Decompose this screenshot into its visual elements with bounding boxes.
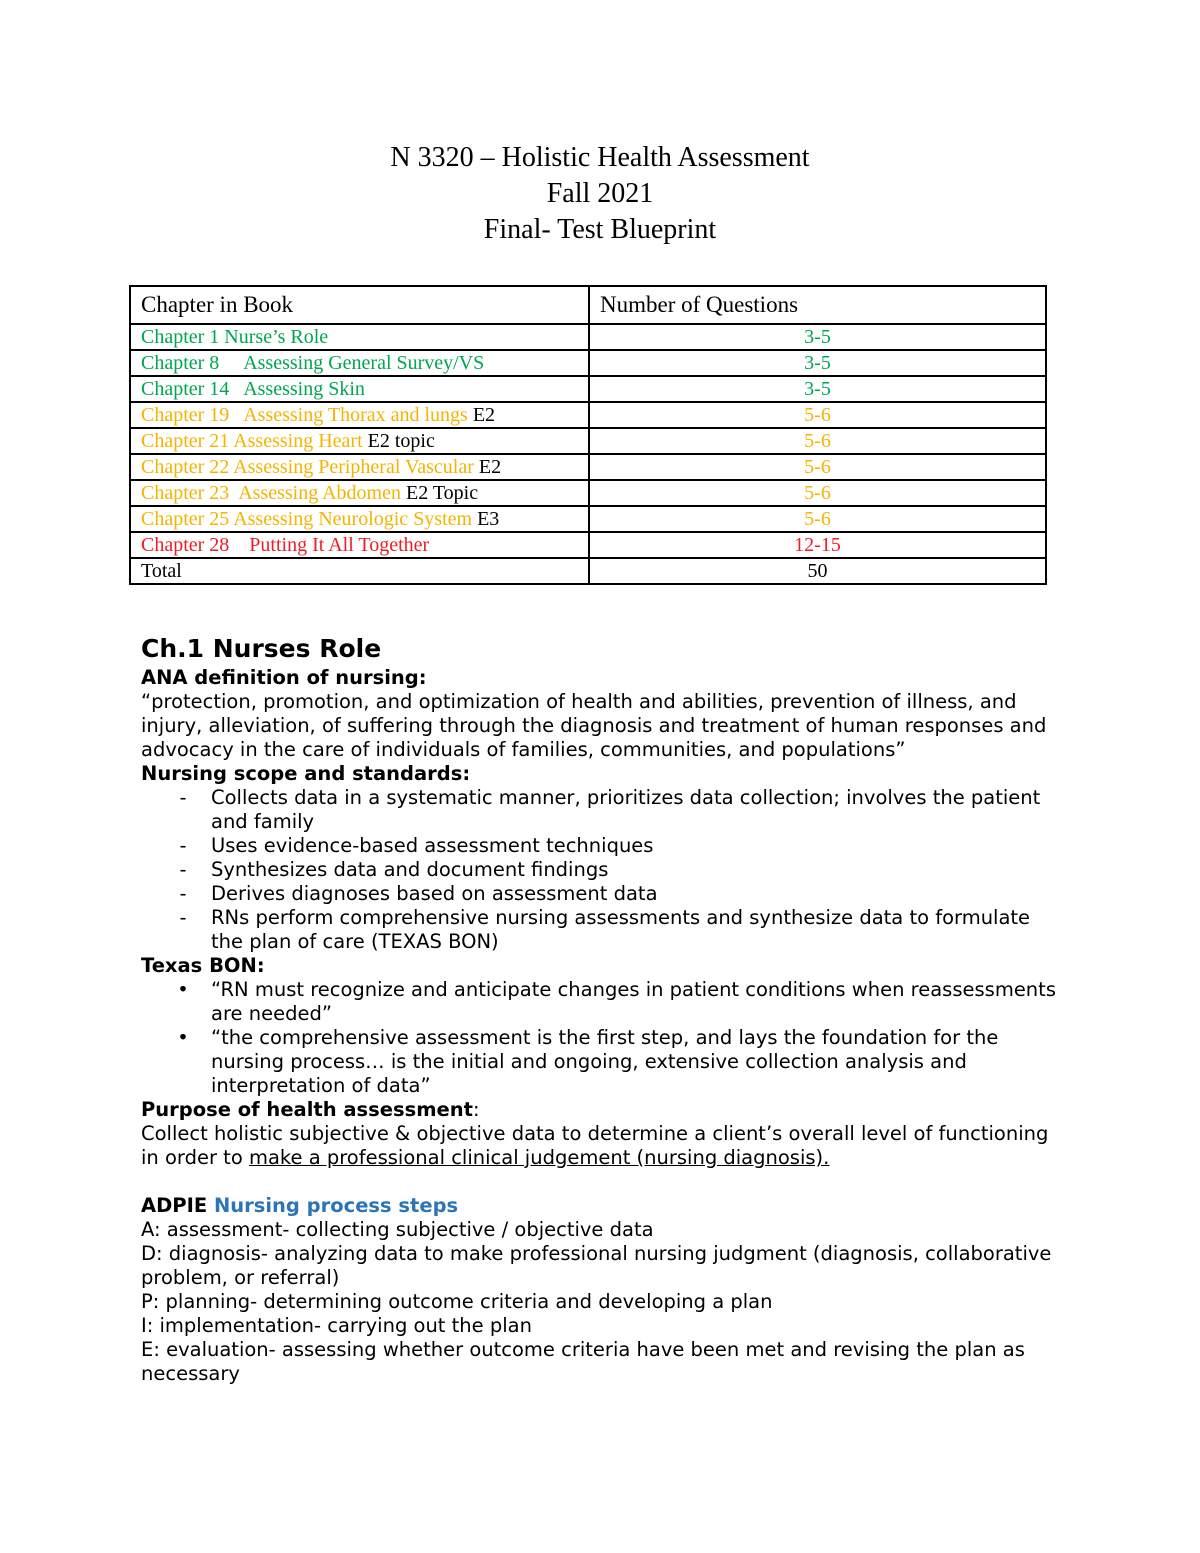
list-item-text: Synthesizes data and document findings bbox=[211, 858, 609, 881]
adpie-step: D: diagnosis- analyzing data to make professional nursing judgment (diagnosis, collaborative problem, or referral) bbox=[141, 1242, 1052, 1289]
term: Fall 2021 bbox=[546, 178, 654, 209]
scope-standards-list bbox=[141, 786, 1061, 954]
exam-tag: E3 bbox=[472, 508, 500, 530]
chapter-column-header: Chapter in Book bbox=[130, 286, 589, 324]
question-count: 3-5 bbox=[589, 324, 1046, 350]
list-item bbox=[141, 882, 1061, 906]
bullet-marker: • bbox=[177, 978, 189, 1001]
purpose-body: Collect holistic subjective & objective data to determine a client’s overall level of functioning in order to bbox=[141, 1122, 1049, 1169]
ana-definition-label: ANA definition of nursing: bbox=[141, 666, 427, 689]
texas-bon-label: Texas BON: bbox=[141, 954, 265, 977]
purpose-underlined: make a professional clinical judgement (nursing diagnosis). bbox=[248, 1146, 830, 1169]
table-row bbox=[130, 506, 1046, 532]
bullet-marker: • bbox=[177, 1026, 189, 1049]
question-count: 5-6 bbox=[589, 402, 1046, 428]
study-notes bbox=[141, 632, 1061, 1386]
exam-tag: E2 bbox=[473, 456, 502, 478]
question-count: 12-15 bbox=[589, 532, 1046, 558]
question-count: 5-6 bbox=[589, 480, 1046, 506]
adpie-step: E: evaluation- assessing whether outcome criteria have been met and revising the plan as necessary bbox=[141, 1338, 1025, 1385]
chapter-cell bbox=[130, 454, 589, 480]
table-header-row bbox=[130, 286, 1046, 324]
table-row bbox=[130, 454, 1046, 480]
chapter-cell bbox=[130, 480, 589, 506]
chapter-label: Chapter 8 Assessing General Survey/VS bbox=[141, 352, 485, 374]
chapter-label: Chapter 28 Putting It All Together bbox=[141, 534, 430, 556]
total-value: 50 bbox=[589, 558, 1046, 584]
list-item bbox=[141, 906, 1061, 954]
document-title bbox=[0, 140, 1200, 248]
chapter-label: Chapter 25 Assessing Neurologic System bbox=[141, 508, 473, 530]
texas-bon-list bbox=[141, 978, 1061, 1098]
adpie-step: A: assessment- collecting subjective / objective data bbox=[141, 1218, 654, 1241]
exam-tag: E2 topic bbox=[362, 430, 435, 452]
dash-marker: - bbox=[179, 786, 187, 809]
table-row bbox=[130, 324, 1046, 350]
adpie-prefix: ADPIE bbox=[141, 1194, 214, 1217]
section-heading: Ch.1 Nurses Role bbox=[141, 634, 382, 663]
ana-definition-text: “protection, promotion, and optimization of health and abilities, prevention of illness, and injury, alleviation, of suffering through the diagnosis and treatment of human responses and advocacy in the care of individuals of families, communities, and populations” bbox=[141, 690, 1047, 761]
table-row bbox=[130, 428, 1046, 454]
chapter-cell bbox=[130, 428, 589, 454]
list-item bbox=[141, 858, 1061, 882]
table-row bbox=[130, 350, 1046, 376]
adpie-step: P: planning- determining outcome criteria and developing a plan bbox=[141, 1290, 773, 1313]
table-row bbox=[130, 376, 1046, 402]
chapter-cell bbox=[130, 402, 589, 428]
list-item-text: “RN must recognize and anticipate changes in patient conditions when reassessments are needed” bbox=[211, 978, 1056, 1025]
list-item-text: RNs perform comprehensive nursing assessments and synthesize data to formulate the plan of care (TEXAS BON) bbox=[211, 906, 1031, 953]
dash-marker: - bbox=[179, 834, 187, 857]
questions-column-header: Number of Questions bbox=[589, 286, 1046, 324]
scope-standards-label: Nursing scope and standards: bbox=[141, 762, 471, 785]
table-row bbox=[130, 480, 1046, 506]
dash-marker: - bbox=[179, 906, 187, 929]
chapter-label: Chapter 19 Assessing Thorax and lungs bbox=[141, 404, 468, 426]
chapter-cell bbox=[130, 506, 589, 532]
adpie-step: I: implementation- carrying out the plan bbox=[141, 1314, 532, 1337]
test-blueprint-table bbox=[129, 285, 1047, 585]
exam-tag: E2 bbox=[467, 404, 496, 426]
adpie-heading bbox=[141, 1194, 1061, 1218]
purpose-label: Purpose of health assessment bbox=[141, 1098, 473, 1121]
chapter-label: Chapter 22 Assessing Peripheral Vascular bbox=[141, 456, 474, 478]
chapter-label: Chapter 21 Assessing Heart bbox=[141, 430, 363, 452]
exam-tag: E2 Topic bbox=[401, 482, 479, 504]
question-count: 5-6 bbox=[589, 428, 1046, 454]
purpose-text bbox=[141, 1122, 1061, 1170]
total-label: Total bbox=[130, 558, 589, 584]
list-item bbox=[141, 786, 1061, 834]
dash-marker: - bbox=[179, 882, 187, 905]
list-item-text: Derives diagnoses based on assessment data bbox=[211, 882, 658, 905]
chapter-cell bbox=[130, 376, 589, 402]
list-item bbox=[141, 834, 1061, 858]
table-row bbox=[130, 402, 1046, 428]
list-item bbox=[141, 978, 1061, 1026]
list-item-text: Uses evidence-based assessment techniques bbox=[211, 834, 654, 857]
question-count: 3-5 bbox=[589, 376, 1046, 402]
dash-marker: - bbox=[179, 858, 187, 881]
chapter-cell bbox=[130, 532, 589, 558]
chapter-label: Chapter 23 Assessing Abdomen bbox=[141, 482, 401, 504]
question-count: 5-6 bbox=[589, 454, 1046, 480]
chapter-label: Chapter 14 Assessing Skin bbox=[141, 378, 365, 400]
purpose-colon: : bbox=[472, 1098, 480, 1121]
chapter-cell bbox=[130, 324, 589, 350]
course-title: N 3320 – Holistic Health Assessment bbox=[390, 142, 810, 173]
list-item-text: “the comprehensive assessment is the first step, and lays the foundation for the nursing process… is the initial and ongoing, extensive collection analysis and interpretation of data” bbox=[211, 1026, 999, 1097]
chapter-cell bbox=[130, 350, 589, 376]
spacer bbox=[141, 1170, 1061, 1194]
chapter-label: Chapter 1 Nurse’s Role bbox=[141, 326, 329, 348]
table-row bbox=[130, 532, 1046, 558]
adpie-title: Nursing process steps bbox=[213, 1194, 459, 1217]
exam-title: Final- Test Blueprint bbox=[483, 214, 717, 245]
list-item-text: Collects data in a systematic manner, prioritizes data collection; involves the patient and family bbox=[211, 786, 1041, 833]
purpose-heading bbox=[141, 1098, 1061, 1122]
question-count: 3-5 bbox=[589, 350, 1046, 376]
question-count: 5-6 bbox=[589, 506, 1046, 532]
list-item bbox=[141, 1026, 1061, 1098]
total-row bbox=[130, 558, 1046, 584]
